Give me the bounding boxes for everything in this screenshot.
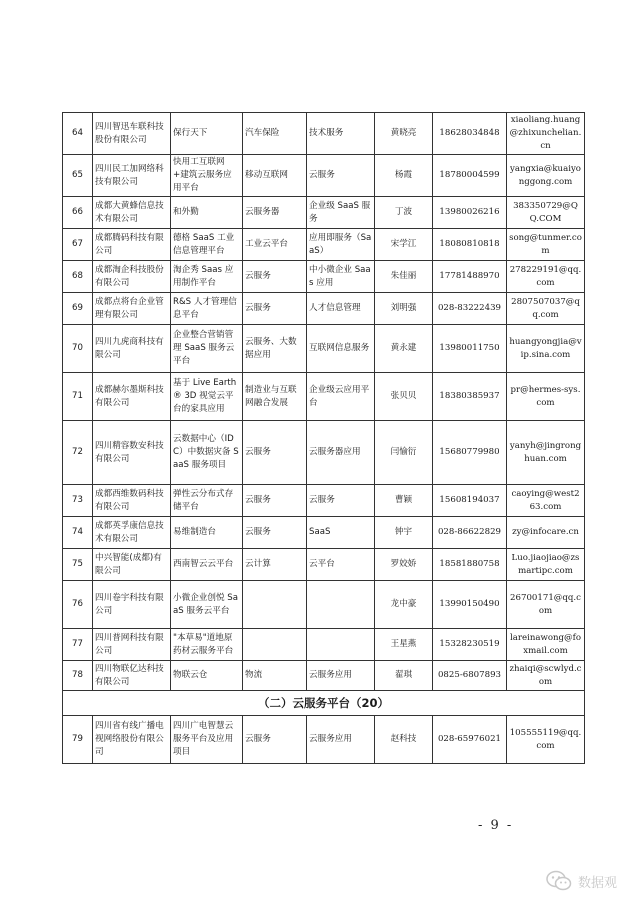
cell-company: 四川普网科技有限公司	[93, 629, 171, 661]
cell-company: 成都点将台企业管理有限公司	[93, 293, 171, 325]
cell-contact: 闫愉衍	[375, 421, 433, 485]
cell-email: lareinawong@foxmail.com	[507, 629, 585, 661]
cell-phone: 13990150490	[433, 581, 507, 629]
cell-platform: 易维制造台	[171, 517, 243, 549]
cell-service: 企业级云应用平台	[307, 373, 375, 421]
cell-phone: 18628034848	[433, 113, 507, 155]
cell-no: 75	[63, 549, 93, 581]
table-row	[63, 261, 585, 293]
table-row	[63, 517, 585, 549]
cell-domain: 云服务	[243, 261, 307, 293]
cell-email: pr@hermes-sys.com	[507, 373, 585, 421]
cell-domain: 云服务	[243, 716, 307, 764]
cell-email: song@tunmer.com	[507, 229, 585, 261]
cell-domain: 云服务	[243, 421, 307, 485]
cell-service: 中小微企业 Saas 应用	[307, 261, 375, 293]
cell-company: 四川物联亿达科技有限公司	[93, 661, 171, 691]
table-row	[63, 661, 585, 691]
cell-platform: 物联云仓	[171, 661, 243, 691]
cell-contact: 宋学江	[375, 229, 433, 261]
cell-platform: 保行天下	[171, 113, 243, 155]
cell-company: 中兴智能(成都)有限公司	[93, 549, 171, 581]
cell-domain: 云服务	[243, 485, 307, 517]
cell-platform: "本草易"道地原药材云服务平台	[171, 629, 243, 661]
cell-phone: 028-86622829	[433, 517, 507, 549]
cell-no: 73	[63, 485, 93, 517]
table-row	[63, 197, 585, 229]
cell-service	[307, 629, 375, 661]
cell-service: 应用即服务（SaaS）	[307, 229, 375, 261]
cell-service: 云服务器应用	[307, 421, 375, 485]
cell-phone: 13980026216	[433, 197, 507, 229]
cell-company: 四川卷宇科技有限公司	[93, 581, 171, 629]
cell-no: 64	[63, 113, 93, 155]
section-header-row	[63, 691, 585, 716]
cell-no: 72	[63, 421, 93, 485]
cell-phone: 17781488970	[433, 261, 507, 293]
cell-platform: 云数据中心（IDC）中数据灾备 SaaS 服务项目	[171, 421, 243, 485]
section-title: （二）云服务平台（20）	[63, 691, 585, 716]
table-row	[63, 325, 585, 373]
watermark-text: 数据观	[578, 875, 618, 891]
cell-contact: 刘明强	[375, 293, 433, 325]
cell-phone: 028-65976021	[433, 716, 507, 764]
cell-domain: 云服务	[243, 293, 307, 325]
cell-email: 383350729@QQ.COM	[507, 197, 585, 229]
cell-platform: 小微企业创悦 SaaS 服务云平台	[171, 581, 243, 629]
cell-service: SaaS	[307, 517, 375, 549]
cell-no: 71	[63, 373, 93, 421]
cell-phone: 15680779980	[433, 421, 507, 485]
cell-service: 企业级 SaaS 服务	[307, 197, 375, 229]
cell-phone: 15328230519	[433, 629, 507, 661]
table-row	[63, 629, 585, 661]
cell-phone: 18080810818	[433, 229, 507, 261]
cell-platform: 快用工互联网+建筑云服务应用平台	[171, 155, 243, 197]
cell-email: huangyongjia@vip.sina.com	[507, 325, 585, 373]
table-row	[63, 373, 585, 421]
watermark	[546, 870, 617, 892]
table-row	[63, 229, 585, 261]
table-row	[63, 716, 585, 764]
cell-contact: 杨霞	[375, 155, 433, 197]
cell-platform: 弹性云分布式存储平台	[171, 485, 243, 517]
cell-contact: 曹颖	[375, 485, 433, 517]
table-row	[63, 155, 585, 197]
table-row	[63, 421, 585, 485]
cell-company: 四川智迅车联科技股份有限公司	[93, 113, 171, 155]
cell-service: 云平台	[307, 549, 375, 581]
cell-contact: 王星燕	[375, 629, 433, 661]
cell-company: 成都赫尔墨斯科技有限公司	[93, 373, 171, 421]
cell-contact: 朱佳丽	[375, 261, 433, 293]
cell-contact: 赵科技	[375, 716, 433, 764]
cell-service: 互联网信息服务	[307, 325, 375, 373]
cell-phone: 18581880758	[433, 549, 507, 581]
cell-contact: 翟琪	[375, 661, 433, 691]
cell-platform: 四川广电智慧云服务平台及应用项目	[171, 716, 243, 764]
cell-email: zhaiqi@scwlyd.com	[507, 661, 585, 691]
cell-phone: 028-83222439	[433, 293, 507, 325]
cell-service: 技术服务	[307, 113, 375, 155]
table-row	[63, 293, 585, 325]
cell-company: 四川省有线广播电视网络股份有限公司	[93, 716, 171, 764]
cell-no: 67	[63, 229, 93, 261]
cell-company: 成都西维数码科技有限公司	[93, 485, 171, 517]
cell-platform: 淘企秀 Saas 应用制作平台	[171, 261, 243, 293]
cell-company: 四川精容数安科技有限公司	[93, 421, 171, 485]
cell-email: yangxia@kuaiyonggong.com	[507, 155, 585, 197]
cell-email: 278229191@qq.com	[507, 261, 585, 293]
cell-contact: 黄晓亮	[375, 113, 433, 155]
cell-platform: 和外勤	[171, 197, 243, 229]
cell-contact: 罗姣娇	[375, 549, 433, 581]
cell-domain: 云计算	[243, 549, 307, 581]
cell-platform: R&S 人才管理信息平台	[171, 293, 243, 325]
cell-no: 65	[63, 155, 93, 197]
cell-no: 74	[63, 517, 93, 549]
cell-domain: 物流	[243, 661, 307, 691]
cell-phone: 18380385937	[433, 373, 507, 421]
cell-domain: 云服务	[243, 517, 307, 549]
cell-domain: 云服务器	[243, 197, 307, 229]
cell-email: caoying@west263.com	[507, 485, 585, 517]
cell-service	[307, 581, 375, 629]
cell-service: 云服务	[307, 155, 375, 197]
cell-company: 成都淘企科技股份有限公司	[93, 261, 171, 293]
cell-company: 四川九虎商科技有限公司	[93, 325, 171, 373]
cell-phone: 13980011750	[433, 325, 507, 373]
table-row	[63, 113, 585, 155]
cell-platform: 德格 SaaS 工业信息管理平台	[171, 229, 243, 261]
cell-no: 66	[63, 197, 93, 229]
cell-domain: 汽车保险	[243, 113, 307, 155]
cell-no: 69	[63, 293, 93, 325]
cell-domain	[243, 629, 307, 661]
cell-platform: 企业整合营销管理 SaaS 服务云平台	[171, 325, 243, 373]
cell-email: 2807507037@qq.com	[507, 293, 585, 325]
cell-email: yanyh@jingronghuan.com	[507, 421, 585, 485]
wechat-icon	[546, 870, 572, 892]
cell-platform: 西南智云云平台	[171, 549, 243, 581]
cell-company: 成都大黄蜂信息技术有限公司	[93, 197, 171, 229]
cell-email: 105555119@qq.com	[507, 716, 585, 764]
cell-platform: 基于 Live Earth® 3D 视觉云平台的家具应用	[171, 373, 243, 421]
cell-domain: 工业云平台	[243, 229, 307, 261]
cell-no: 78	[63, 661, 93, 691]
cell-no: 77	[63, 629, 93, 661]
cell-service: 云服务应用	[307, 661, 375, 691]
cell-company: 成都英孚康信息技术有限公司	[93, 517, 171, 549]
cell-contact: 丁波	[375, 197, 433, 229]
cell-contact: 张贝贝	[375, 373, 433, 421]
cell-email: xiaoliang.huang@zhixunchelian.cn	[507, 113, 585, 155]
cell-no: 76	[63, 581, 93, 629]
cell-company: 成都腾码科技有限公司	[93, 229, 171, 261]
cell-domain	[243, 581, 307, 629]
cell-service: 云服务应用	[307, 716, 375, 764]
cell-email: Luo.jiaojiao@zsmartipc.com	[507, 549, 585, 581]
table-row	[63, 549, 585, 581]
cell-email: zy@infocare.cn	[507, 517, 585, 549]
cell-phone: 15608194037	[433, 485, 507, 517]
table-row	[63, 581, 585, 629]
table-row	[63, 485, 585, 517]
enterprise-table	[62, 112, 585, 764]
page-number: - 9 -	[478, 818, 514, 833]
cell-domain: 制造业与互联网融合发展	[243, 373, 307, 421]
cell-service: 云服务	[307, 485, 375, 517]
cell-company: 四川民工加网络科技有限公司	[93, 155, 171, 197]
cell-domain: 移动互联网	[243, 155, 307, 197]
cell-contact: 钟宇	[375, 517, 433, 549]
cell-contact: 黄永建	[375, 325, 433, 373]
cell-no: 68	[63, 261, 93, 293]
cell-no: 70	[63, 325, 93, 373]
cell-phone: 18780004599	[433, 155, 507, 197]
cell-phone: 0825-6807893	[433, 661, 507, 691]
cell-contact: 龙中豪	[375, 581, 433, 629]
cell-service: 人才信息管理	[307, 293, 375, 325]
cell-domain: 云服务、大数据应用	[243, 325, 307, 373]
cell-no: 79	[63, 716, 93, 764]
cell-email: 26700171@qq.com	[507, 581, 585, 629]
